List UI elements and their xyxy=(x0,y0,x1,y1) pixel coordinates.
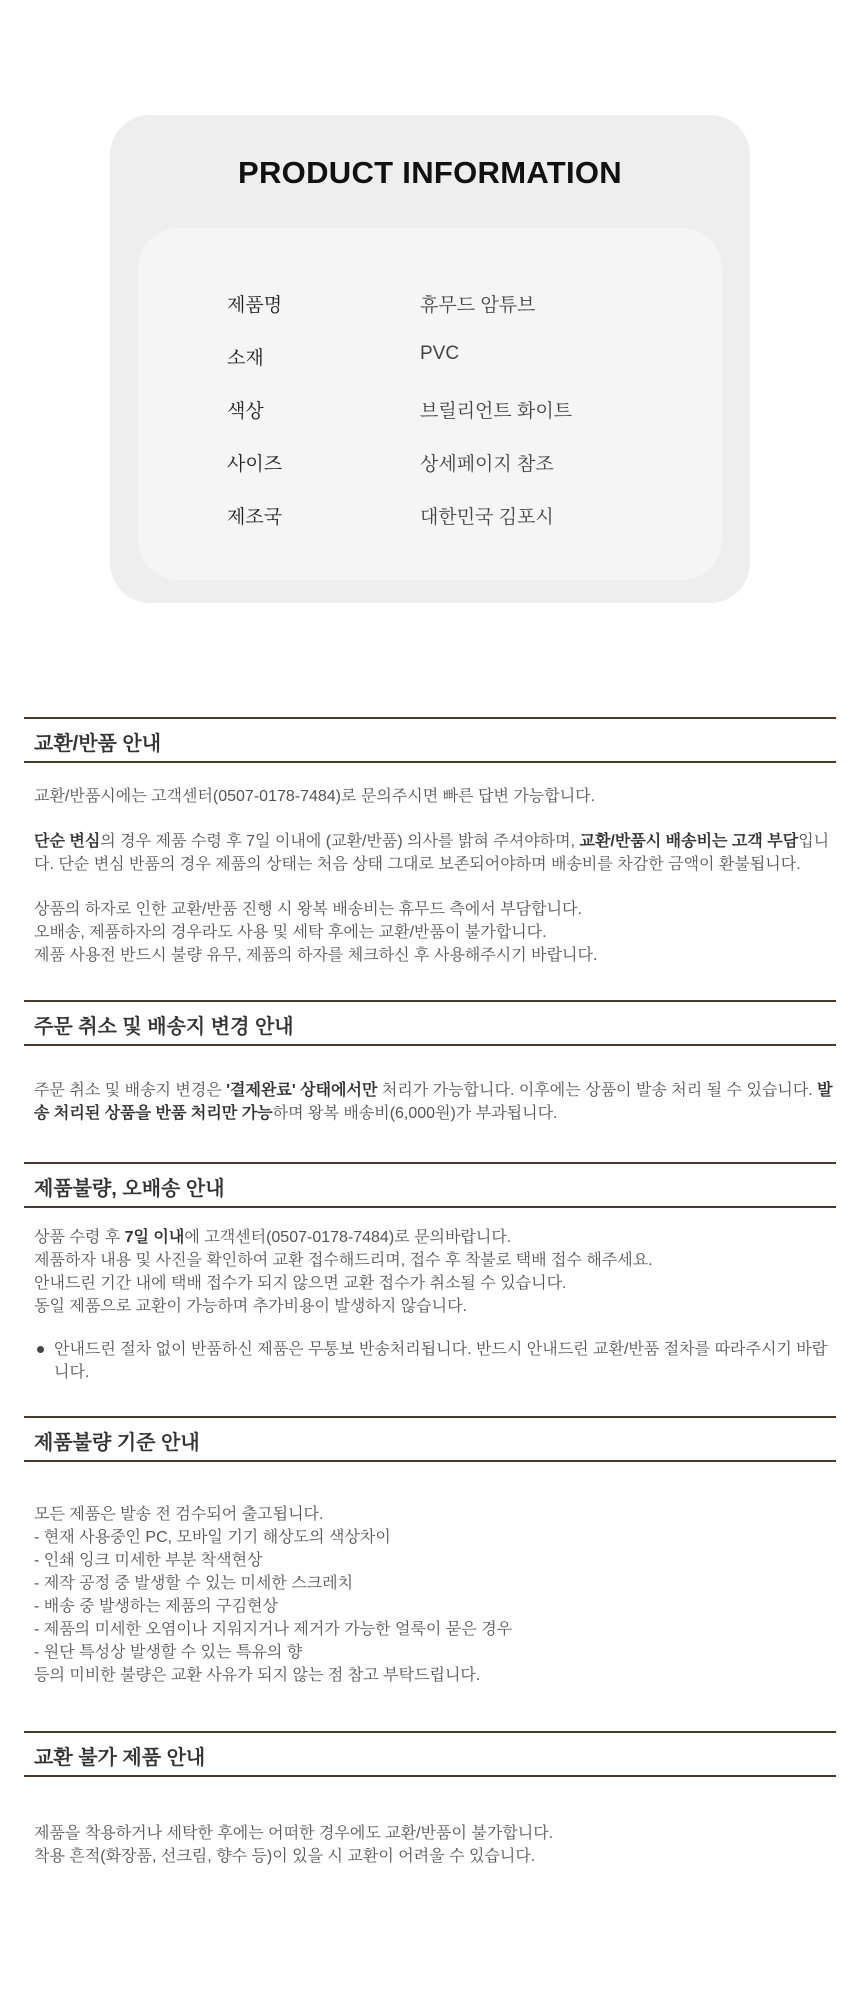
criteria-line: - 제품의 미세한 오염이나 지워지거나 제거가 가능한 얼룩이 묻은 경우 xyxy=(34,1621,513,1638)
exchange-check-line: 제품 사용전 반드시 불량 유무, 제품의 하자를 체크하신 후 사용해주시기 바랍니다. xyxy=(34,947,598,964)
info-value: PVC xyxy=(420,343,460,364)
exchange-policy xyxy=(34,830,836,876)
text: 상품 수령 후 xyxy=(34,1229,125,1246)
section-title: 교환/반품 안내 xyxy=(34,733,162,755)
section-title: 교환 불가 제품 안내 xyxy=(34,1747,206,1769)
noexchange-line: 제품을 착용하거나 세탁한 후에는 어떠한 경우에도 교환/반품이 불가합니다. xyxy=(34,1825,554,1842)
product-info-title: PRODUCT INFORMATION xyxy=(238,155,622,190)
criteria-line: 모든 제품은 발송 전 검수되어 출고됩니다. xyxy=(34,1506,324,1523)
product-info-card xyxy=(110,115,750,603)
noexchange-line: 착용 흔적(화장품, 선크림, 향수 등)이 있을 시 교환이 어려울 수 있습니다. xyxy=(34,1848,536,1865)
criteria-line: 등의 미비한 불량은 교환 사유가 되지 않는 점 참고 부탁드립니다. xyxy=(34,1667,481,1684)
defect-bullet xyxy=(34,1338,836,1384)
bold-text: 교환/반품시 배송비는 고객 부담 xyxy=(579,833,799,850)
info-row-size xyxy=(138,449,722,479)
criteria-line: - 배송 중 발생하는 제품의 구김현상 xyxy=(34,1598,278,1615)
section-title: 제품불량 기준 안내 xyxy=(34,1432,200,1454)
text: 에 고객센터(0507-0178-7484)로 문의바랍니다. xyxy=(184,1229,512,1246)
bold-text: 7일 이내 xyxy=(124,1229,185,1246)
section-title: 제품불량, 오배송 안내 xyxy=(34,1178,225,1200)
exchange-defect-line: 상품의 하자로 인한 교환/반품 진행 시 왕복 배송비는 휴무드 측에서 부담합니다. xyxy=(34,901,582,918)
section-header xyxy=(24,1162,836,1208)
text: 주문 취소 및 배송지 변경은 xyxy=(34,1082,227,1099)
criteria-section xyxy=(24,1416,836,1687)
exchange-misdelivery-line: 오배송, 제품하자의 경우라도 사용 및 세탁 후에는 교환/반품이 불가합니다. xyxy=(34,924,547,941)
bold-text: '결제완료' 상태에서만 xyxy=(226,1082,378,1099)
bold-text: 단순 변심 xyxy=(34,833,101,850)
info-value: 휴무드 암튜브 xyxy=(420,295,536,316)
text: 하며 왕복 배송비(6,000원)가 부과됩니다. xyxy=(272,1105,558,1122)
cancel-text xyxy=(34,1079,836,1125)
info-label: 소재 xyxy=(227,348,264,369)
product-info-table xyxy=(138,228,722,580)
defect-line xyxy=(34,1226,836,1249)
info-label: 사이즈 xyxy=(227,454,283,475)
bullet-icon xyxy=(37,1346,44,1353)
section-header xyxy=(24,1416,836,1462)
bold-text: 발송 처리된 상품을 반품 처리만 가능 xyxy=(34,1082,833,1122)
defect-bullet-text: 안내드린 절차 없이 반품하신 제품은 무통보 반송처리됩니다. 반드시 안내드린 교환/반품 절차를 따라주시기 바랍니다. xyxy=(54,1341,828,1381)
defect-line: 제품하자 내용 및 사진을 확인하여 교환 접수해드리며, 접수 후 착불로 택배 접수 해주세요. xyxy=(34,1252,653,1269)
defect-line: 안내드린 기간 내에 택배 접수가 되지 않으면 교환 접수가 취소될 수 있습니다. xyxy=(34,1275,567,1292)
section-header xyxy=(24,717,836,763)
info-label: 제품명 xyxy=(227,295,283,316)
criteria-line: - 인쇄 잉크 미세한 부분 착색현상 xyxy=(34,1552,263,1569)
text: 의 경우 제품 수령 후 7일 이내에 (교환/반품) 의사를 밝혀 주셔야하며, xyxy=(100,833,580,850)
text: 입니다. 단순 변심 반품의 경우 제품의 상태는 처음 상태 그대로 보존되어야하며 배송비를 차감한 금액이 환불됩니다. xyxy=(34,833,830,873)
criteria-line: - 현재 사용중인 PC, 모바일 기기 해상도의 색상차이 xyxy=(34,1529,391,1546)
criteria-line: - 제작 공정 중 발생할 수 있는 미세한 스크레치 xyxy=(34,1575,354,1592)
text: 처리가 가능합니다. 이후에는 상품이 발송 처리 될 수 있습니다. xyxy=(377,1082,818,1099)
section-body xyxy=(24,785,836,967)
exchange-intro: 교환/반품시에는 고객센터(0507-0178-7484)로 문의주시면 빠른 답변 가능합니다. xyxy=(34,788,596,805)
section-header xyxy=(24,1000,836,1046)
defect-line: 동일 제품으로 교환이 가능하며 추가비용이 발생하지 않습니다. xyxy=(34,1298,467,1315)
criteria-line: - 원단 특성상 발생할 수 있는 특유의 향 xyxy=(34,1644,303,1661)
section-body xyxy=(24,1503,836,1687)
info-value: 브릴리언트 화이트 xyxy=(420,401,573,422)
info-row-material xyxy=(138,343,722,373)
section-title: 주문 취소 및 배송지 변경 안내 xyxy=(34,1016,294,1038)
info-row-color xyxy=(138,396,722,426)
info-label: 제조국 xyxy=(227,507,283,528)
section-body xyxy=(24,1226,836,1384)
section-header xyxy=(24,1731,836,1777)
info-row-origin xyxy=(138,502,722,532)
defect-section xyxy=(24,1162,836,1384)
info-value: 대한민국 김포시 xyxy=(420,507,554,528)
info-value: 상세페이지 참조 xyxy=(420,454,554,475)
section-body xyxy=(24,1822,836,1868)
info-row-name xyxy=(138,290,722,320)
exchange-section xyxy=(24,717,836,967)
noexchange-section xyxy=(24,1731,836,1868)
cancel-section xyxy=(24,1000,836,1125)
section-body xyxy=(24,1079,836,1125)
info-label: 색상 xyxy=(227,401,264,422)
